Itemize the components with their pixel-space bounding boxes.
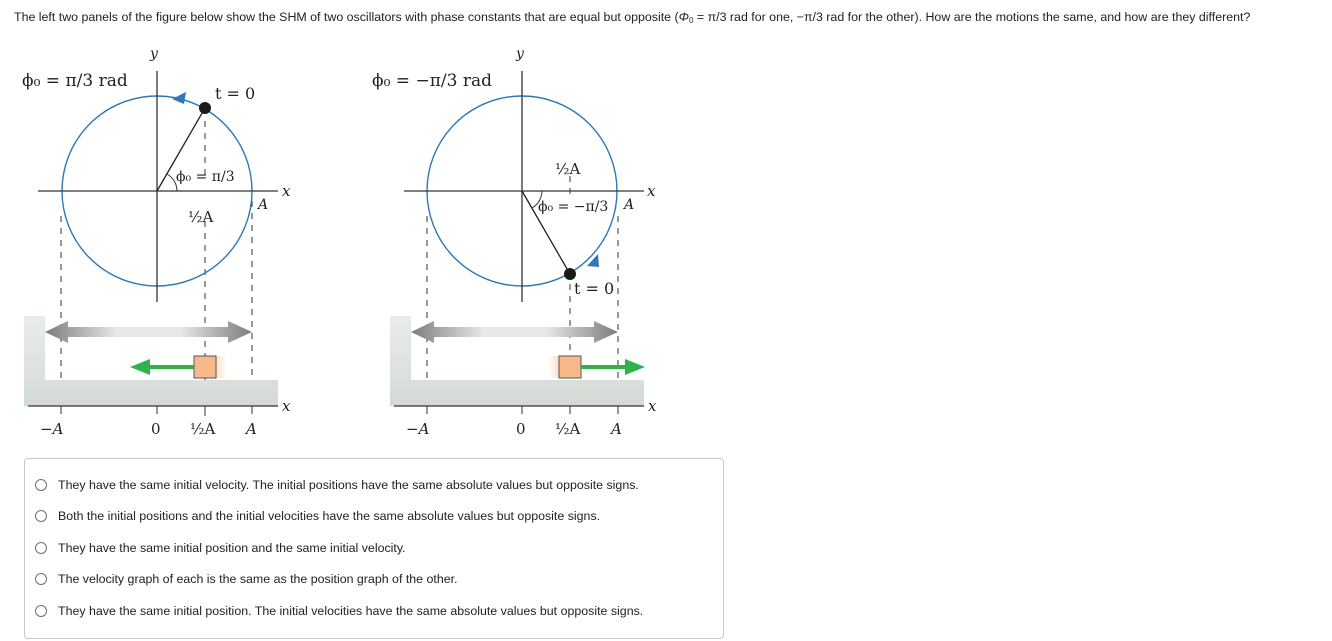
radio-button[interactable] (35, 510, 47, 522)
left-x-label: x (282, 182, 291, 200)
left-y-label: y (150, 46, 158, 62)
radio-button[interactable] (35, 605, 47, 617)
left-tick-minus-a: −A (40, 420, 64, 438)
shm-figure (0, 36, 730, 446)
right-tick-zero: 0 (516, 420, 526, 438)
phi-subscript: 0 (689, 16, 694, 25)
right-panel (372, 46, 657, 438)
radio-button[interactable] (35, 573, 47, 585)
right-angle-label: ϕ₀ = −π/3 (538, 199, 609, 215)
right-y-label: y (516, 46, 524, 62)
left-tick-zero: 0 (151, 420, 161, 438)
answer-option-2[interactable] (25, 501, 723, 533)
question-text (14, 9, 1324, 25)
right-tick-a: A (611, 420, 622, 438)
left-axis-x-label: x (282, 397, 291, 415)
right-tick-minus-a: −A (406, 420, 430, 438)
left-panel (22, 46, 291, 438)
left-phase-label: ϕ₀ = π/3 rad (22, 71, 128, 91)
left-oscillation-range-arrow (45, 321, 252, 343)
answer-option-4[interactable] (25, 564, 723, 596)
right-velocity-arrow (581, 359, 645, 375)
right-axis-x-label: x (648, 397, 657, 415)
question-part1: The left two panels of the figure below show the SHM of two oscillators with phase constants that are equal but opposite ( (14, 10, 679, 24)
answer-options (24, 458, 724, 639)
left-half-label: ½A (188, 208, 214, 226)
option-label: They have the same initial position. The initial velocities have the same absolute values but opposite signs. (58, 603, 644, 618)
right-rotation-arrow-icon (587, 254, 599, 267)
left-tick-a: A (246, 420, 257, 438)
answer-option-3[interactable] (25, 532, 723, 564)
option-label: The velocity graph of each is the same as the position graph of the other. (58, 572, 458, 587)
right-axis-ticks (427, 406, 618, 414)
radio-button[interactable] (35, 542, 47, 554)
right-a-label: A (624, 197, 635, 213)
right-oscillation-range-arrow (411, 321, 618, 343)
left-tick-half-a: ½A (190, 420, 216, 438)
left-angle-label: ϕ₀ = π/3 (176, 169, 235, 185)
left-velocity-arrow (130, 359, 194, 375)
option-label: They have the same initial velocity. The initial positions have the same absolute values but opposite signs. (58, 477, 639, 492)
left-a-label: A (258, 197, 269, 213)
answer-option-5[interactable] (25, 595, 723, 627)
right-half-label: ½A (555, 160, 581, 178)
question-part2: = π/3 rad for one, −π/3 rad for the other). How are the motions the same, and how are they different? (693, 10, 1251, 24)
left-axis-ticks (61, 406, 252, 414)
left-particle-dot (199, 102, 211, 114)
option-label: They have the same initial position and the same initial velocity. (58, 540, 406, 555)
radio-button[interactable] (35, 479, 47, 491)
option-label: Both the initial positions and the initial velocities have the same absolute values but opposite signs. (58, 509, 601, 524)
left-rotation-arrow-icon (172, 92, 186, 104)
left-block (194, 356, 216, 378)
phi-symbol: Φ (678, 10, 690, 24)
right-x-label: x (647, 182, 656, 200)
answer-option-1[interactable] (25, 469, 723, 501)
right-time-label: t = 0 (574, 279, 615, 298)
right-phase-label: ϕ₀ = −π/3 rad (372, 71, 492, 91)
right-block (559, 356, 581, 378)
right-tick-half-a: ½A (555, 420, 581, 438)
left-time-label: t = 0 (215, 84, 256, 103)
